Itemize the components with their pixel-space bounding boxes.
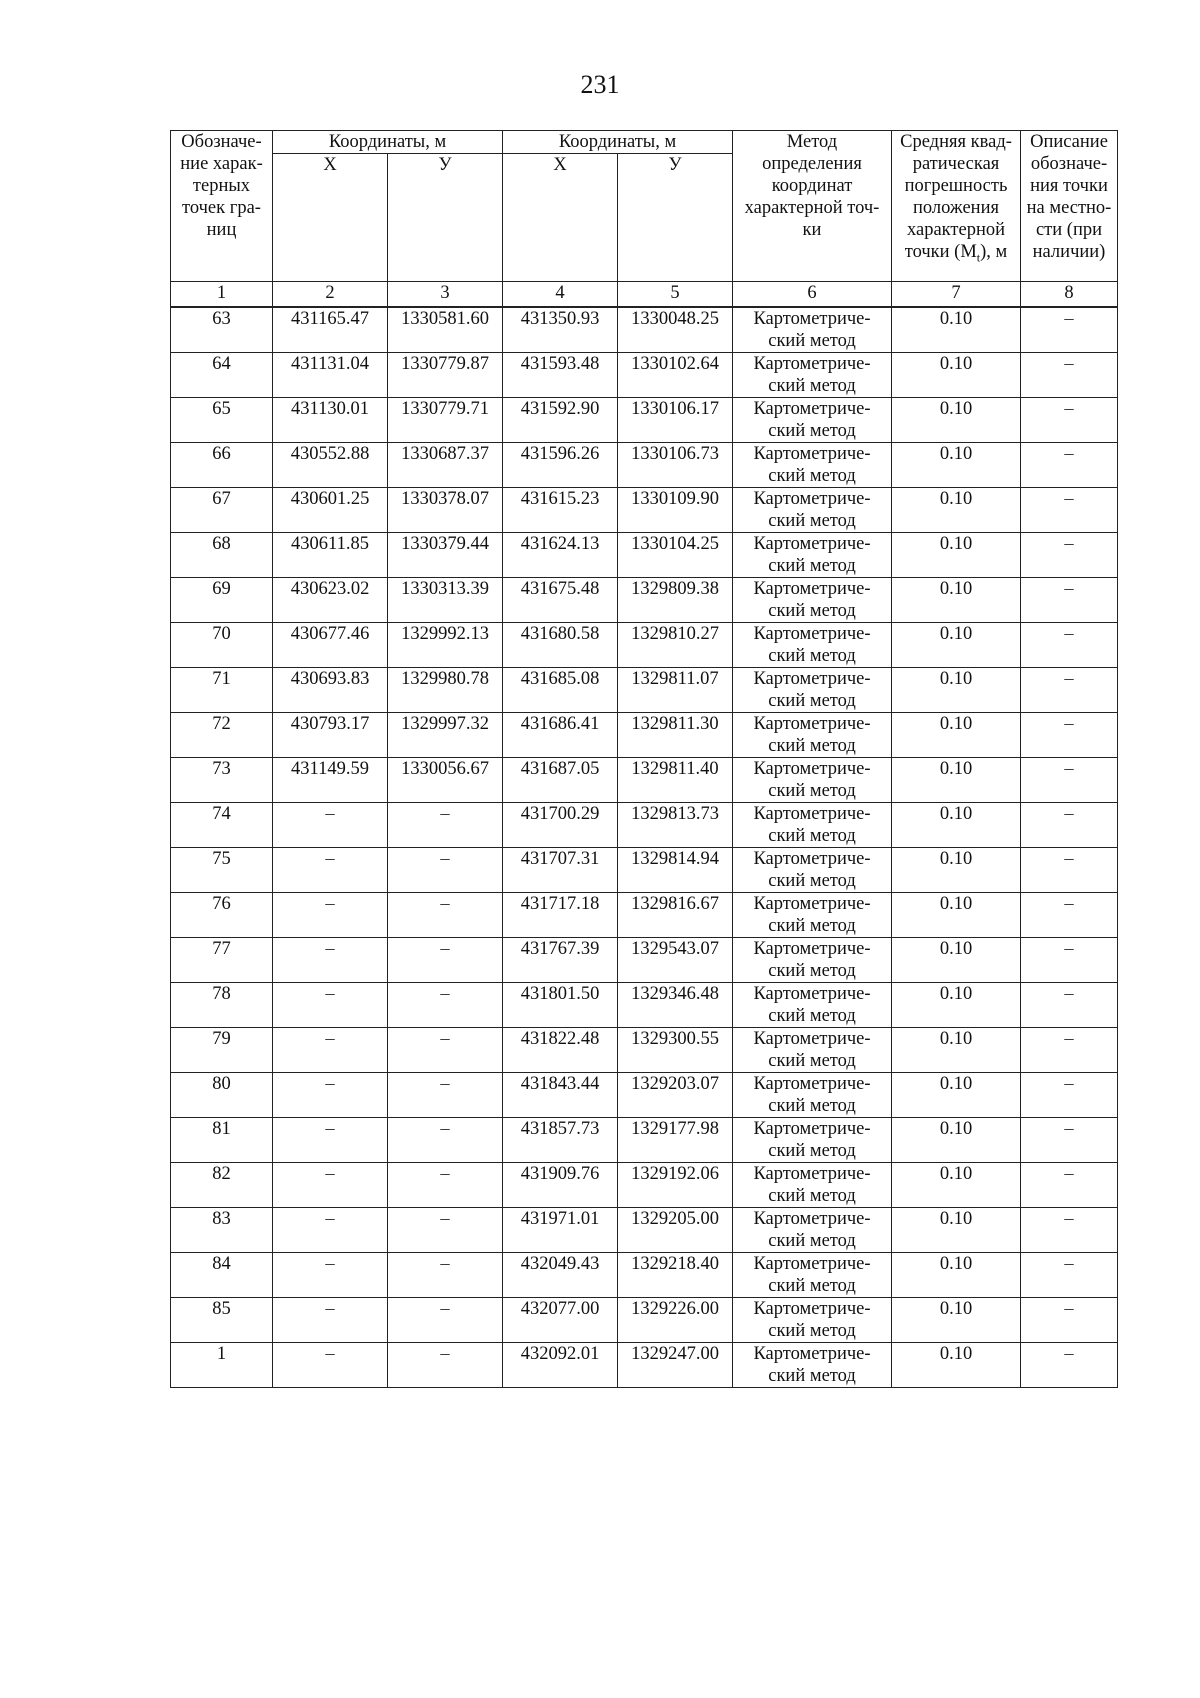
cell-error: 0.10 [892,533,1021,578]
cell-x2: 431675.48 [503,578,618,623]
cell-error: 0.10 [892,353,1021,398]
cell-x1: – [273,893,388,938]
cell-y2: 1329205.00 [618,1208,733,1253]
cell-x1: – [273,1028,388,1073]
cell-y2: 1329816.67 [618,893,733,938]
cell-y2: 1329218.40 [618,1253,733,1298]
cell-y1: – [388,1118,503,1163]
cell-point: 64 [171,353,273,398]
cell-x1: 431165.47 [273,307,388,353]
cell-point: 66 [171,443,273,488]
table-row [171,398,1118,443]
cell-x1: 430693.83 [273,668,388,713]
cell-description: – [1021,983,1118,1028]
cell-y1: 1330687.37 [388,443,503,488]
table-row [171,848,1118,893]
column-number: 6 [733,282,892,308]
cell-x2: 431596.26 [503,443,618,488]
header-method: Метод определения координат характерной точ- ки [733,131,892,282]
cell-error: 0.10 [892,1028,1021,1073]
column-number: 3 [388,282,503,308]
cell-description: – [1021,353,1118,398]
cell-x2: 431687.05 [503,758,618,803]
cell-method: Картометриче- ский метод [733,1118,892,1163]
cell-error: 0.10 [892,1073,1021,1118]
cell-x1: – [273,848,388,893]
cell-y1: 1330378.07 [388,488,503,533]
cell-point: 80 [171,1073,273,1118]
cell-y1: – [388,803,503,848]
cell-y2: 1329809.38 [618,578,733,623]
table-row [171,713,1118,758]
cell-x1: – [273,1298,388,1343]
cell-error: 0.10 [892,668,1021,713]
cell-point: 82 [171,1163,273,1208]
cell-y1: – [388,1253,503,1298]
table-row [171,578,1118,623]
cell-x1: – [273,1118,388,1163]
cell-description: – [1021,533,1118,578]
cell-y2: 1329226.00 [618,1298,733,1343]
header-x-2: Х [503,154,618,282]
cell-error: 0.10 [892,578,1021,623]
table-row [171,353,1118,398]
cell-description: – [1021,578,1118,623]
cell-y2: 1330048.25 [618,307,733,353]
cell-point: 76 [171,893,273,938]
table-row [171,1163,1118,1208]
header-error-text: Средняя квад- ратическая погрешность положения характерной точки (M [900,132,1012,262]
cell-y2: 1329247.00 [618,1343,733,1388]
cell-y1: 1330379.44 [388,533,503,578]
cell-error: 0.10 [892,1343,1021,1388]
cell-description: – [1021,1118,1118,1163]
cell-point: 72 [171,713,273,758]
cell-y1: 1330581.60 [388,307,503,353]
cell-y2: 1329811.40 [618,758,733,803]
cell-y1: 1330779.87 [388,353,503,398]
cell-point: 75 [171,848,273,893]
cell-error: 0.10 [892,623,1021,668]
cell-x1: 430677.46 [273,623,388,668]
table-row [171,1298,1118,1343]
cell-point: 77 [171,938,273,983]
cell-error: 0.10 [892,1163,1021,1208]
cell-description: – [1021,1253,1118,1298]
cell-error: 0.10 [892,398,1021,443]
cell-description: – [1021,848,1118,893]
cell-description: – [1021,803,1118,848]
cell-method: Картометриче- ский метод [733,353,892,398]
cell-x2: 431767.39 [503,938,618,983]
cell-error: 0.10 [892,713,1021,758]
cell-y1: 1329992.13 [388,623,503,668]
cell-point: 69 [171,578,273,623]
table-row [171,1253,1118,1298]
cell-description: – [1021,1028,1118,1073]
cell-method: Картометриче- ский метод [733,443,892,488]
table-body [171,307,1118,1388]
header-error-subscript: t [976,250,981,265]
cell-method: Картометриче- ский метод [733,1028,892,1073]
cell-y2: 1329346.48 [618,983,733,1028]
table-row [171,1208,1118,1253]
cell-x2: 431592.90 [503,398,618,443]
cell-x2: 432049.43 [503,1253,618,1298]
table-row [171,1343,1118,1388]
cell-x2: 432092.01 [503,1343,618,1388]
cell-x1: – [273,983,388,1028]
table-row [171,983,1118,1028]
cell-x2: 431350.93 [503,307,618,353]
cell-method: Картометриче- ский метод [733,803,892,848]
column-number: 2 [273,282,388,308]
cell-y2: 1329811.30 [618,713,733,758]
page-number: 231 [580,70,620,99]
cell-x1: – [273,1208,388,1253]
cell-x1: – [273,1163,388,1208]
cell-point: 67 [171,488,273,533]
cell-description: – [1021,893,1118,938]
table-row [171,758,1118,803]
cell-method: Картометриче- ский метод [733,398,892,443]
cell-y1: – [388,848,503,893]
header-x-1: Х [273,154,388,282]
table-header [171,131,1118,308]
cell-error: 0.10 [892,1298,1021,1343]
cell-y2: 1329543.07 [618,938,733,983]
header-point-designation: Обозначе- ние харак- терных точек гра- ниц [171,131,273,282]
cell-y2: 1330109.90 [618,488,733,533]
cell-x1: 431130.01 [273,398,388,443]
cell-point: 71 [171,668,273,713]
cell-x2: 431700.29 [503,803,618,848]
table-row [171,893,1118,938]
cell-x2: 431822.48 [503,1028,618,1073]
cell-method: Картометриче- ский метод [733,488,892,533]
cell-x2: 432077.00 [503,1298,618,1343]
cell-x2: 431801.50 [503,983,618,1028]
cell-y2: 1329811.07 [618,668,733,713]
header-y-2: У [618,154,733,282]
table-row [171,307,1118,353]
cell-x2: 431685.08 [503,668,618,713]
cell-x2: 431593.48 [503,353,618,398]
cell-x2: 431909.76 [503,1163,618,1208]
cell-x2: 431971.01 [503,1208,618,1253]
cell-y1: 1329997.32 [388,713,503,758]
cell-method: Картометриче- ский метод [733,533,892,578]
cell-x2: 431707.31 [503,848,618,893]
cell-error: 0.10 [892,938,1021,983]
table-row [171,938,1118,983]
cell-point: 84 [171,1253,273,1298]
cell-description: – [1021,1073,1118,1118]
cell-method: Картометриче- ский метод [733,893,892,938]
column-number: 5 [618,282,733,308]
cell-x1: – [273,1073,388,1118]
cell-method: Картометриче- ский метод [733,848,892,893]
cell-y1: – [388,1028,503,1073]
cell-y2: 1329300.55 [618,1028,733,1073]
cell-method: Картометриче- ский метод [733,668,892,713]
cell-description: – [1021,443,1118,488]
cell-x2: 431686.41 [503,713,618,758]
cell-error: 0.10 [892,848,1021,893]
cell-description: – [1021,1163,1118,1208]
cell-point: 78 [171,983,273,1028]
cell-y2: 1330106.73 [618,443,733,488]
cell-x2: 431857.73 [503,1118,618,1163]
column-number: 4 [503,282,618,308]
cell-y1: 1330056.67 [388,758,503,803]
cell-x1: – [273,803,388,848]
cell-description: – [1021,668,1118,713]
cell-error: 0.10 [892,893,1021,938]
cell-x1: 430601.25 [273,488,388,533]
cell-y1: – [388,893,503,938]
cell-y2: 1330104.25 [618,533,733,578]
header-coords-group-1: Координаты, м [273,131,503,154]
cell-y2: 1330106.17 [618,398,733,443]
cell-x1: 430793.17 [273,713,388,758]
table-row [171,1028,1118,1073]
header-error [892,131,1021,282]
table-row [171,668,1118,713]
cell-method: Картометриче- ский метод [733,983,892,1028]
cell-description: – [1021,1298,1118,1343]
cell-method: Картометриче- ский метод [733,1253,892,1298]
cell-y2: 1329813.73 [618,803,733,848]
header-description: Описание обозначе- ния точки на местно- сти (при наличии) [1021,131,1118,282]
cell-y1: 1330313.39 [388,578,503,623]
cell-error: 0.10 [892,803,1021,848]
cell-method: Картометриче- ский метод [733,758,892,803]
cell-error: 0.10 [892,1208,1021,1253]
header-y-1: У [388,154,503,282]
cell-point: 1 [171,1343,273,1388]
header-coords-group-2: Координаты, м [503,131,733,154]
cell-method: Картометриче- ский метод [733,938,892,983]
cell-method: Картометриче- ский метод [733,1208,892,1253]
cell-x2: 431615.23 [503,488,618,533]
cell-y2: 1329192.06 [618,1163,733,1208]
cell-point: 65 [171,398,273,443]
cell-x2: 431680.58 [503,623,618,668]
cell-point: 70 [171,623,273,668]
cell-description: – [1021,938,1118,983]
cell-x2: 431717.18 [503,893,618,938]
cell-error: 0.10 [892,1253,1021,1298]
cell-method: Картометриче- ский метод [733,623,892,668]
cell-y1: 1330779.71 [388,398,503,443]
cell-point: 63 [171,307,273,353]
cell-method: Картометриче- ский метод [733,1298,892,1343]
column-number: 7 [892,282,1021,308]
column-number-row [171,282,1118,308]
cell-y2: 1329177.98 [618,1118,733,1163]
cell-x1: – [273,1343,388,1388]
cell-point: 79 [171,1028,273,1073]
cell-y2: 1329203.07 [618,1073,733,1118]
table-row [171,623,1118,668]
cell-x1: – [273,1253,388,1298]
cell-description: – [1021,623,1118,668]
cell-x1: 430623.02 [273,578,388,623]
cell-x1: 430552.88 [273,443,388,488]
cell-x1: – [273,938,388,983]
cell-y2: 1329810.27 [618,623,733,668]
header-error-unit: ), м [980,242,1008,262]
table-row [171,1073,1118,1118]
cell-description: – [1021,713,1118,758]
cell-x1: 431131.04 [273,353,388,398]
cell-error: 0.10 [892,983,1021,1028]
cell-description: – [1021,307,1118,353]
table-row [171,1118,1118,1163]
cell-point: 68 [171,533,273,578]
cell-error: 0.10 [892,443,1021,488]
cell-error: 0.10 [892,488,1021,533]
cell-y1: – [388,1298,503,1343]
cell-y1: – [388,938,503,983]
table-row [171,803,1118,848]
cell-x1: 430611.85 [273,533,388,578]
cell-method: Картометриче- ский метод [733,578,892,623]
cell-x2: 431624.13 [503,533,618,578]
cell-error: 0.10 [892,307,1021,353]
cell-method: Картометриче- ский метод [733,1163,892,1208]
cell-point: 85 [171,1298,273,1343]
column-number: 8 [1021,282,1118,308]
cell-description: – [1021,488,1118,533]
cell-method: Картометриче- ский метод [733,1343,892,1388]
column-number: 1 [171,282,273,308]
cell-y1: – [388,1208,503,1253]
table-row [171,443,1118,488]
cell-y2: 1329814.94 [618,848,733,893]
cell-error: 0.10 [892,1118,1021,1163]
cell-description: – [1021,758,1118,803]
cell-point: 73 [171,758,273,803]
cell-description: – [1021,1343,1118,1388]
cell-description: – [1021,398,1118,443]
cell-point: 81 [171,1118,273,1163]
cell-method: Картометриче- ский метод [733,307,892,353]
cell-y1: – [388,983,503,1028]
table-row [171,488,1118,533]
cell-y1: – [388,1073,503,1118]
cell-x2: 431843.44 [503,1073,618,1118]
cell-y1: – [388,1163,503,1208]
cell-point: 74 [171,803,273,848]
cell-method: Картометриче- ский метод [733,713,892,758]
coordinates-table [170,130,1118,1388]
cell-x1: 431149.59 [273,758,388,803]
cell-method: Картометриче- ский метод [733,1073,892,1118]
cell-description: – [1021,1208,1118,1253]
cell-error: 0.10 [892,758,1021,803]
cell-point: 83 [171,1208,273,1253]
table-row [171,533,1118,578]
cell-y1: – [388,1343,503,1388]
cell-y1: 1329980.78 [388,668,503,713]
cell-y2: 1330102.64 [618,353,733,398]
